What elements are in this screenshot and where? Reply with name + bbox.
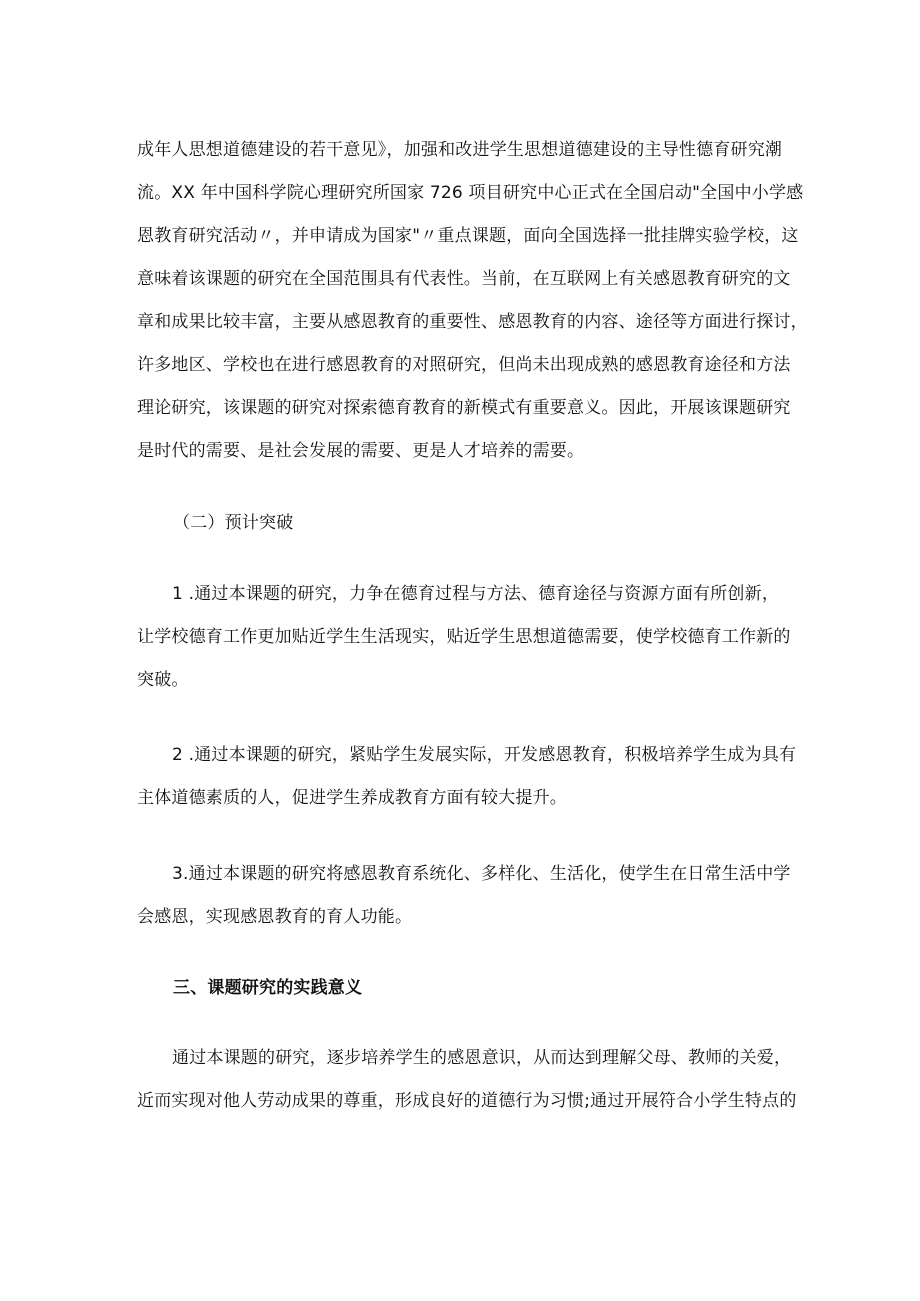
text-line: 突破。 (137, 670, 189, 690)
text-line: 3.通过本课题的研究将感恩教育系统化、多样化、生活化，使学生在日常生活中学 (172, 864, 791, 884)
text-line: 是时代的需要、是社会发展的需要、更是人才培养的需要。 (137, 441, 585, 461)
text-line: 章和成果比较丰富，主要从感恩教育的重要性、感恩教育的内容、途径等方面进行探讨， (137, 312, 808, 332)
text-line: 成年人思想道德建设的若干意见》，加强和改进学生思想道德建设的主导性德育研究潮 (137, 140, 783, 160)
text-line: 会感恩，实现感恩教育的育人功能。 (137, 907, 413, 927)
text-line: 流。XX 年中国科学院心理研究所国家 726 项目研究中心正式在全国启动"全国中小学感 (137, 183, 804, 203)
text-line: 主体道德素质的人，促进学生养成教育方面有较大提升。 (137, 788, 567, 808)
text-line: 通过本课题的研究，逐步培养学生的感恩意识，从而达到理解父母、教师的关爱， (172, 1048, 792, 1068)
text-line: 1 .通过本课题的研究，力争在德育过程与方法、德育途径与资源方面有所创新， (172, 584, 780, 604)
text-line: 意味着该课题的研究在全国范围具有代表性。当前，在互联网上有关感恩教育研究的文 (137, 269, 791, 289)
text-line: 2 .通过本课题的研究，紧贴学生发展实际，开发感恩教育，积极培养学生成为具有 (172, 745, 797, 765)
text-line: 近而实现对他人劳动成果的尊重，形成良好的道德行为习惯;通过开展符合小学生特点的 (137, 1091, 797, 1111)
section-heading-practical-significance: 三、课题研究的实践意义 (173, 978, 363, 998)
text-line: 让学校德育工作更加贴近学生生活现实，贴近学生思想道德需要，使学校德育工作新的 (137, 627, 791, 647)
subheading-expected-breakthrough: （二）预计突破 (173, 513, 294, 533)
text-line: 许多地区、学校也在进行感恩教育的对照研究，但尚未出现成熟的感恩教育途径和方法 (137, 355, 791, 375)
text-line: 理论研究，该课题的研究对探索德育教育的新模式有重要意义。因此，开展该课题研究 (137, 398, 791, 418)
text-line: 恩教育研究活动〃，并申请成为国家"〃重点课题，面向全国选择一批挂牌实验学校，这 (137, 226, 799, 246)
